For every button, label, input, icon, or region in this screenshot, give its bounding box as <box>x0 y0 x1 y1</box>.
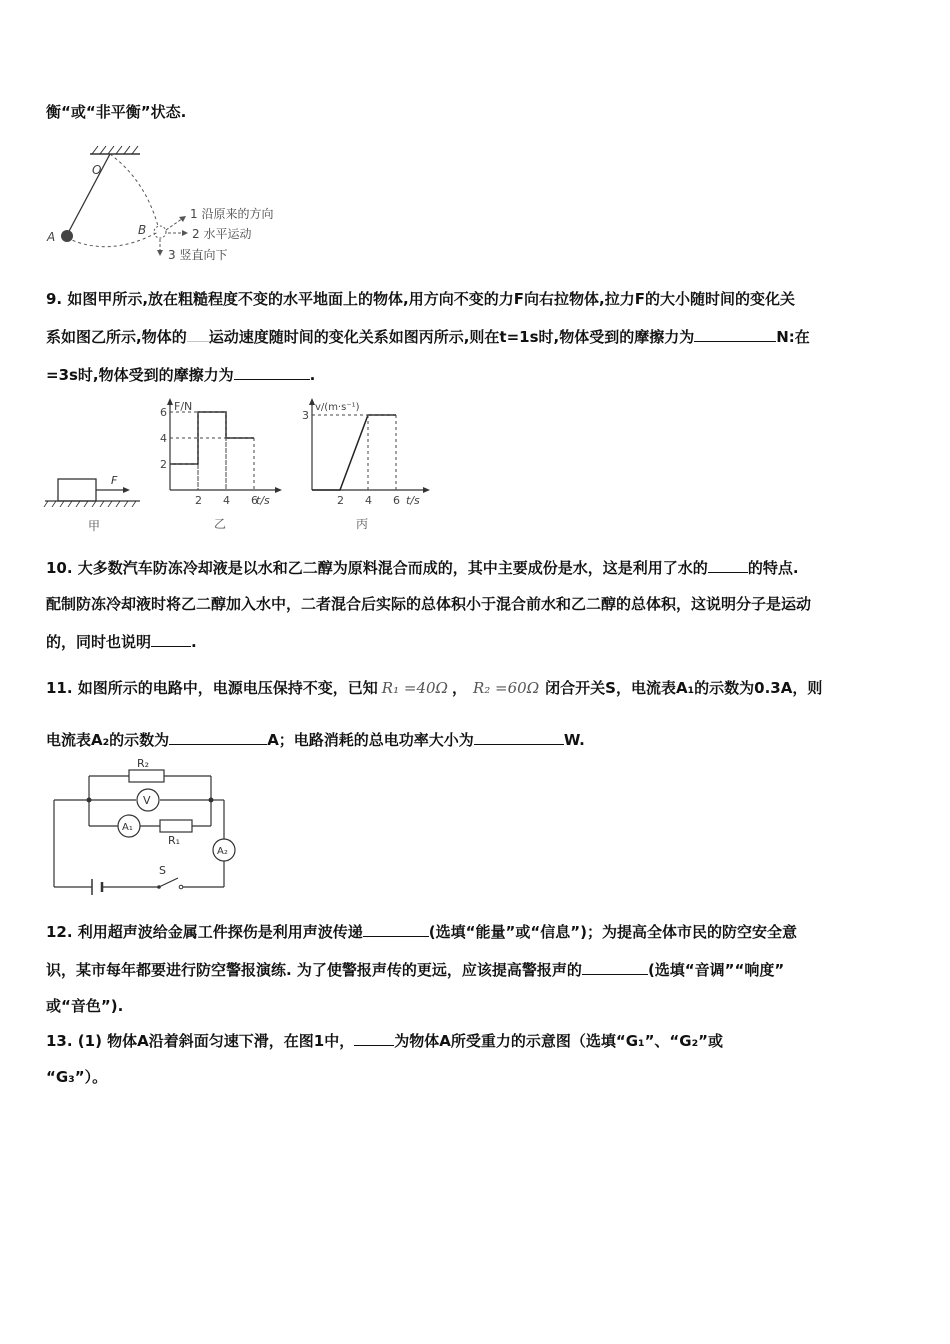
caption-bing: 丙 <box>356 517 369 531</box>
q13-line-1-part-a: 13. (1) 物体A沿着斜面匀速下滑，在图1中， <box>46 1032 355 1050</box>
q13-line-1 <box>46 1029 723 1052</box>
q12-line-1-part-a: 12. 利用超声波给金属工件探伤是利用声波传递 <box>46 923 363 941</box>
q12-blank-2[interactable] <box>582 958 648 975</box>
caption-yi: 乙 <box>214 517 227 531</box>
q12-blank-1[interactable] <box>363 920 429 937</box>
switch-label: S <box>159 864 166 877</box>
q12-line-2-part-b: (选填“音调”“响度” <box>647 961 785 979</box>
x-tick-label: 4 <box>223 494 230 507</box>
q12-line-1 <box>46 920 797 943</box>
q11-line-2-part-b: A；电路消耗的总电功率大小为 <box>267 731 474 749</box>
q10-line-1 <box>46 556 799 579</box>
a2-label: A₂ <box>217 846 228 857</box>
q11-blank-1[interactable] <box>169 728 267 745</box>
yi-xlabel: t/s <box>256 494 270 507</box>
q9-gap <box>187 329 209 342</box>
bing-xlabel: t/s <box>406 494 420 507</box>
label-a: A <box>47 230 56 244</box>
r2-formula: R₂ =60Ω <box>472 679 540 697</box>
q12-line-3: 或“音色”). <box>46 997 124 1015</box>
y-tick-label: 2 <box>160 458 167 471</box>
q9-line-2 <box>46 325 810 348</box>
option-3: 3 竖直向下 <box>168 248 228 262</box>
q11-blank-2[interactable] <box>474 728 564 745</box>
q13-line-1-part-b: 为物体A所受重力的示意图（选填“G₁”、“G₂”或 <box>394 1032 724 1050</box>
bing-ylabel: v/(m·s⁻¹) <box>315 402 360 413</box>
force-label: F <box>111 474 118 487</box>
q11-line-1 <box>46 677 822 699</box>
y-tick-label: 4 <box>160 432 167 445</box>
q9-line-2-part-b: 运动速度随时间的变化关系如图丙所示,则在t=1s时,物体受到的摩擦力为 <box>208 328 695 346</box>
q9-blank-1[interactable] <box>694 325 776 342</box>
circuit-diagram <box>44 755 254 900</box>
q11-line-1-part-a: 11. 如图所示的电路中，电源电压保持不变，已知 <box>46 679 378 697</box>
y-tick-label: 6 <box>160 406 167 419</box>
block <box>58 479 96 501</box>
q12-line-2-part-a: 识，某市每年都要进行防空警报演练. 为了使警报声传的更远，应该提高警报声的 <box>46 961 582 979</box>
q9-line-2-part-a: 系如图乙所示,物体的 <box>46 328 187 346</box>
r1-label: R₁ <box>168 834 181 847</box>
option-1: 1 沿原来的方向 <box>190 207 274 221</box>
label-b: B <box>138 223 147 237</box>
q10-line-3-part-a: 的，同时也说明 <box>46 633 152 651</box>
figure-bing <box>298 394 438 534</box>
q8-tail-text: 衡“或“非平衡”状态. <box>46 103 187 121</box>
pendulum-ball-ghost <box>154 226 166 238</box>
q10-line-3 <box>46 630 197 653</box>
q10-line-2: 配制防冻冷却液时将乙二醇加入水中，二者混合后实际的总体积小于混合前水和乙二醇的总体积，这说明分子是运动 <box>46 595 812 613</box>
y-tick-label: 3 <box>302 409 309 422</box>
q9-line-2-part-c: N:在 <box>776 328 810 346</box>
figure-yi <box>150 394 290 534</box>
voltmeter-label: V <box>143 794 151 807</box>
x-tick-label: 4 <box>365 494 372 507</box>
q10-line-1-part-b: 的特点. <box>747 559 799 577</box>
yi-ylabel: F/N <box>174 400 193 413</box>
x-tick-label: 6 <box>251 494 258 507</box>
q9-line-1: 9. 如图甲所示,放在粗糙程度不变的水平地面上的物体,用方向不变的力F向右拉物体,拉力F的大小随时间的变化关 <box>46 290 795 308</box>
q13-blank-1[interactable] <box>354 1029 394 1046</box>
q10-line-1-part-a: 10. 大多数汽车防冻冷却液是以水和乙二醇为原料混合而成的，其中主要成份是水，这是利用了水的 <box>46 559 708 577</box>
r2-label: R₂ <box>137 757 150 770</box>
caption-jia: 甲 <box>88 519 101 533</box>
q11-line-2 <box>46 728 585 751</box>
pendulum-figure <box>40 140 320 270</box>
figure-jia <box>40 460 150 535</box>
option-2: 2 水平运动 <box>192 227 252 241</box>
q12-line-2 <box>46 958 784 981</box>
x-tick-label: 2 <box>195 494 202 507</box>
q9-line-3 <box>46 363 315 386</box>
q11-line-2-part-c: W. <box>563 731 585 749</box>
q13-line-2: “G₃”）。 <box>46 1068 108 1086</box>
q9-line-3-part-b: . <box>309 366 316 384</box>
resistor-r1 <box>160 820 192 832</box>
a1-label: A₁ <box>122 822 133 833</box>
q11-line-2-part-a: 电流表A₂的示数为 <box>46 731 170 749</box>
switch-s <box>159 878 178 887</box>
q10-blank-2[interactable] <box>151 630 191 647</box>
q11-line-1-part-b: 闭合开关S，电流表A₁的示数为0.3A，则 <box>545 679 823 697</box>
r1-formula: R₁ =40Ω <box>381 679 448 697</box>
q11-comma: ， <box>451 679 467 697</box>
resistor-r2 <box>129 770 164 782</box>
series-line <box>312 415 396 490</box>
q12-line-1-part-b: (选填“能量”或“信息”)；为提高全体市民的防空安全意 <box>428 923 797 941</box>
q10-line-3-part-b: . <box>191 633 197 651</box>
q9-blank-2[interactable] <box>234 363 310 380</box>
q10-blank-1[interactable] <box>708 556 748 573</box>
label-o: O <box>92 163 102 177</box>
x-tick-label: 2 <box>337 494 344 507</box>
pendulum-ball <box>61 230 73 242</box>
x-tick-label: 6 <box>393 494 400 507</box>
q9-line-3-part-a: =3s时,物体受到的摩擦力为 <box>46 366 234 384</box>
